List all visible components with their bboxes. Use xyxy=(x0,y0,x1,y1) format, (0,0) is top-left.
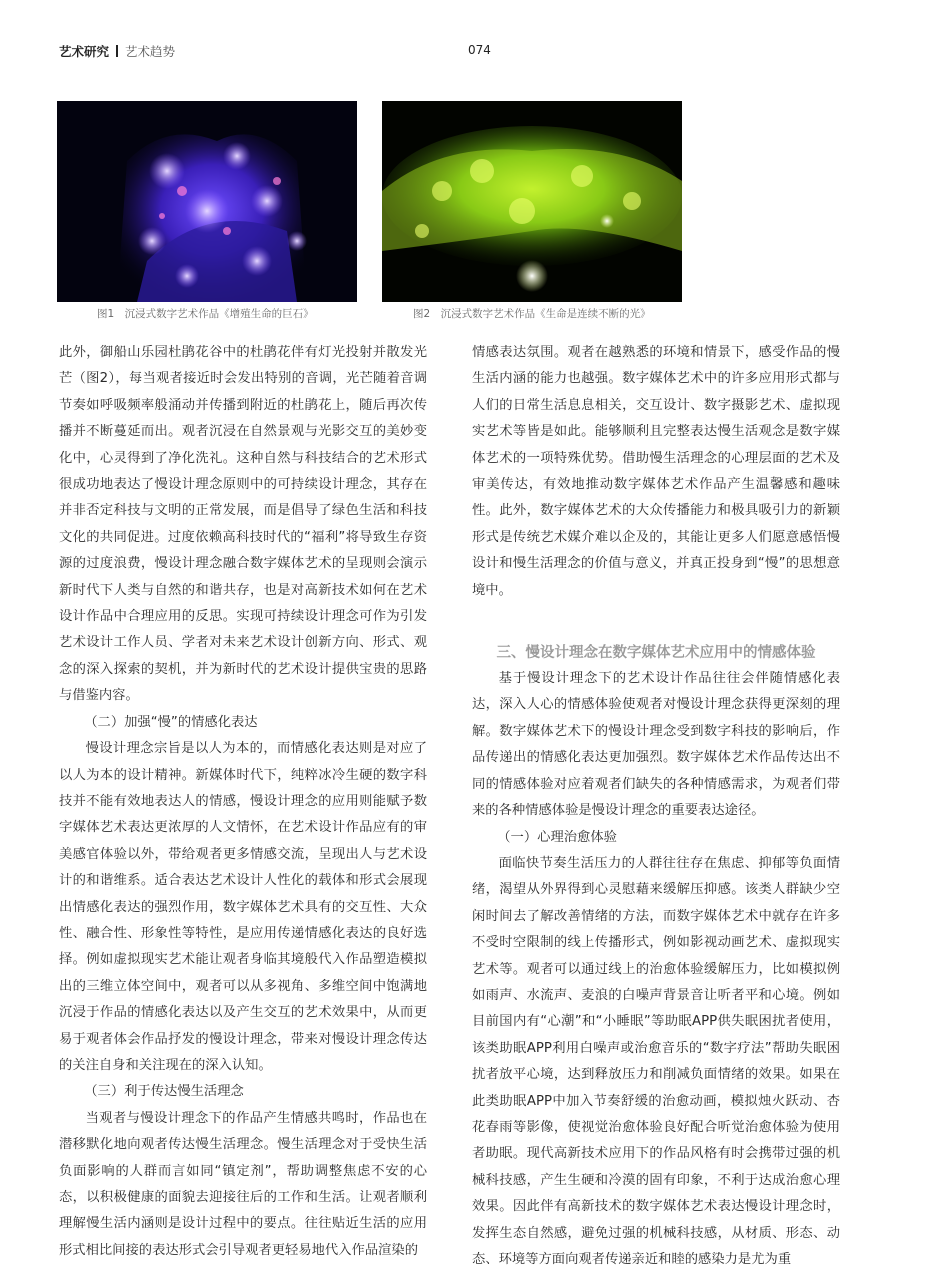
left-column xyxy=(59,340,427,1264)
header-divider xyxy=(116,45,118,57)
immersive-light-artwork-image xyxy=(382,101,682,302)
immersive-flower-artwork-image xyxy=(57,101,357,302)
page-number: 074 xyxy=(468,43,491,57)
paragraph: 情感表达氛围。观者在越熟悉的环境和情景下，感受作品的慢生活内涵的能力也越强。数字媒体艺术中的许多应用形式都与人们的日常生活息息相关，交互设计、数字摄影艺术、虚拟现实艺术等皆是如此。能够顺利且完整表达慢生活观念是数字媒体艺术的一项特殊优势。借助慢生活理念的心理层面的艺术及审美传达，有效地推动数字媒体艺术作品产生温馨感和趣味性。此外，数字媒体艺术的大众传播能力和极具吸引力的新颖形式是传统艺术媒介难以企及的，其能让更多人们愿意感悟慢设计和慢生活理念的价值与意义，并真正投身到“慢”的思想意境中。 xyxy=(472,345,840,598)
paragraph: 慢设计理念宗旨是以人为本的，而情感化表达则是对应了以人为本的设计精神。新媒体时代下，纯粹冰冷生硬的数字科技并不能有效地表达人的情感，慢设计理念的应用则能赋予数字媒体艺术表达更浓厚的人文情怀，在艺术设计作品应有的审美感官体验以外，带给观者更多情感交流，呈现出人与艺术设计的和谐维系。适合表达艺术设计人性化的载体和形式会展现出情感化表达的强烈作用，数字媒体艺术具有的交互性、大众性、融合性、形象性等特性，是应用传递情感化表达的良好选择。例如虚拟现实艺术能让观者身临其境般代入作品塑造模拟出的三维立体空间中，观者可以从多视角、多维空间中饱满地沉浸于作品的情感化表达以及产生交互的艺术效果中，从而更易于观者体会作品抒发的慢设计理念，带来对慢设计理念传达的关注自身和关注现在的深入认知。 xyxy=(59,741,427,1073)
subheading: （一）心理治愈体验 xyxy=(497,829,617,845)
paragraph: 当观者与慢设计理念下的作品产生情感共鸣时，作品也在潜移默化地向观者传达慢生活理念。慢生活理念对于受快生活负面影响的人群而言如同“镇定剂”，帮助调整焦虑不安的心态，以积极健康的面貌去迎接往后的工作和生活。让观者顺利理解慢生活内涵则是设计过程中的要点。往往贴近生活的应用形式相比间接的表达形式会引导观者更轻易地代入作品渲染的 xyxy=(59,1110,427,1258)
figure-2-image xyxy=(382,101,682,302)
paragraph: 面临快节奏生活压力的人群往往存在焦虑、抑郁等负面情绪，渴望从外界得到心灵慰藉来缓解压抑感。该类人群缺少空闲时间去了解改善情绪的方法，而数字媒体艺术中就存在许多不受时空限制的线上传播形式，例如影视动画艺术、虚拟现实艺术等。观者可以通过线上的治愈体验缓解压力，比如模拟例如雨声、水流声、麦浪的白噪声背景音让听者平和心境。例如目前国内有“心潮”和“小睡眠”等助眠APP供失眠困扰者使用，该类助眠APP利用白噪声或治愈音乐的“数字疗法”帮助失眠困扰者放平心境，达到释放压力和削减负面情绪的效果。如果在此类助眠APP中加入节奏舒缓的治愈动画，模拟烛火跃动、杏花春雨等影像，使视觉治愈体验良好配合听觉治愈体验为使用者助眠。现代高新技术应用下的作品风格有时会携带过强的机械科技感，产生生硬和冷漠的固有印象，不利于达成治愈心理效果。因此伴有高新技术的数字媒体艺术表达慢设计理念时，发挥生态自然感，避免过强的机械科技感，从材质、形态、动态、环境等方面向观者传递亲近和睦的感染力是尤为重 xyxy=(472,855,840,1267)
section-heading: 三、慢设计理念在数字媒体艺术应用中的情感体验 xyxy=(496,645,816,662)
subheading: （三）利于传达慢生活理念 xyxy=(84,1084,244,1100)
figure-1-image xyxy=(57,101,357,302)
figure-1-caption: 图1 沉浸式数字艺术作品《增殖生命的巨石》 xyxy=(97,308,314,320)
running-header xyxy=(59,42,175,60)
right-column xyxy=(472,340,840,1273)
paragraph: 此外，御船山乐园杜鹃花谷中的杜鹃花伴有灯光投射并散发光芒（图2），每当观者接近时会发出特别的音调，光芒随着音调节奏如呼吸频率般涌动并传播到附近的杜鹃花上，随后再次传播并不断蔓延而出。观者沉浸在自然景观与光影交互的美妙变化中，心灵得到了净化洗礼。这种自然与科技结合的艺术形式很成功地表达了慢设计理念原则中的可持续设计理念，其存在并非否定科技与文明的正常发展，而是倡导了绿色生活和科技文化的共同促进。过度依赖高科技时代的“福利”将导致生存资源的过度浪费，慢设计理念融合数字媒体艺术的呈现则会演示新时代下人类与自然的和谐共存，也是对高新技术如何在艺术设计作品中合理应用的反思。实现可持续设计理念可作为引发艺术设计工作人员、学者对未来艺术设计创新方向、形式、观念的深入探索的契机，并为新时代的艺术设计提供宝贵的思路与借鉴内容。 xyxy=(59,345,427,704)
journal-name: 艺术研究 xyxy=(59,44,110,59)
paragraph: 基于慢设计理念下的艺术设计作品往往会伴随情感化表达，深入人心的情感体验使观者对慢设计理念获得更深刻的理解。数字媒体艺术下的慢设计理念受到数字科技的影响后，作品传递出的情感化表达更加强烈。数字媒体艺术作品传达出不同的情感体验对应着观者们缺失的各种情感需求，为观者们带来的各种情感体验是慢设计理念的重要表达途径。 xyxy=(472,671,840,819)
figure-2-caption: 图2 沉浸式数字艺术作品《生命是连续不断的光》 xyxy=(413,308,651,320)
subheading: （二）加强“慢”的情感化表达 xyxy=(84,714,258,730)
section-name: 艺术趋势 xyxy=(125,44,176,59)
